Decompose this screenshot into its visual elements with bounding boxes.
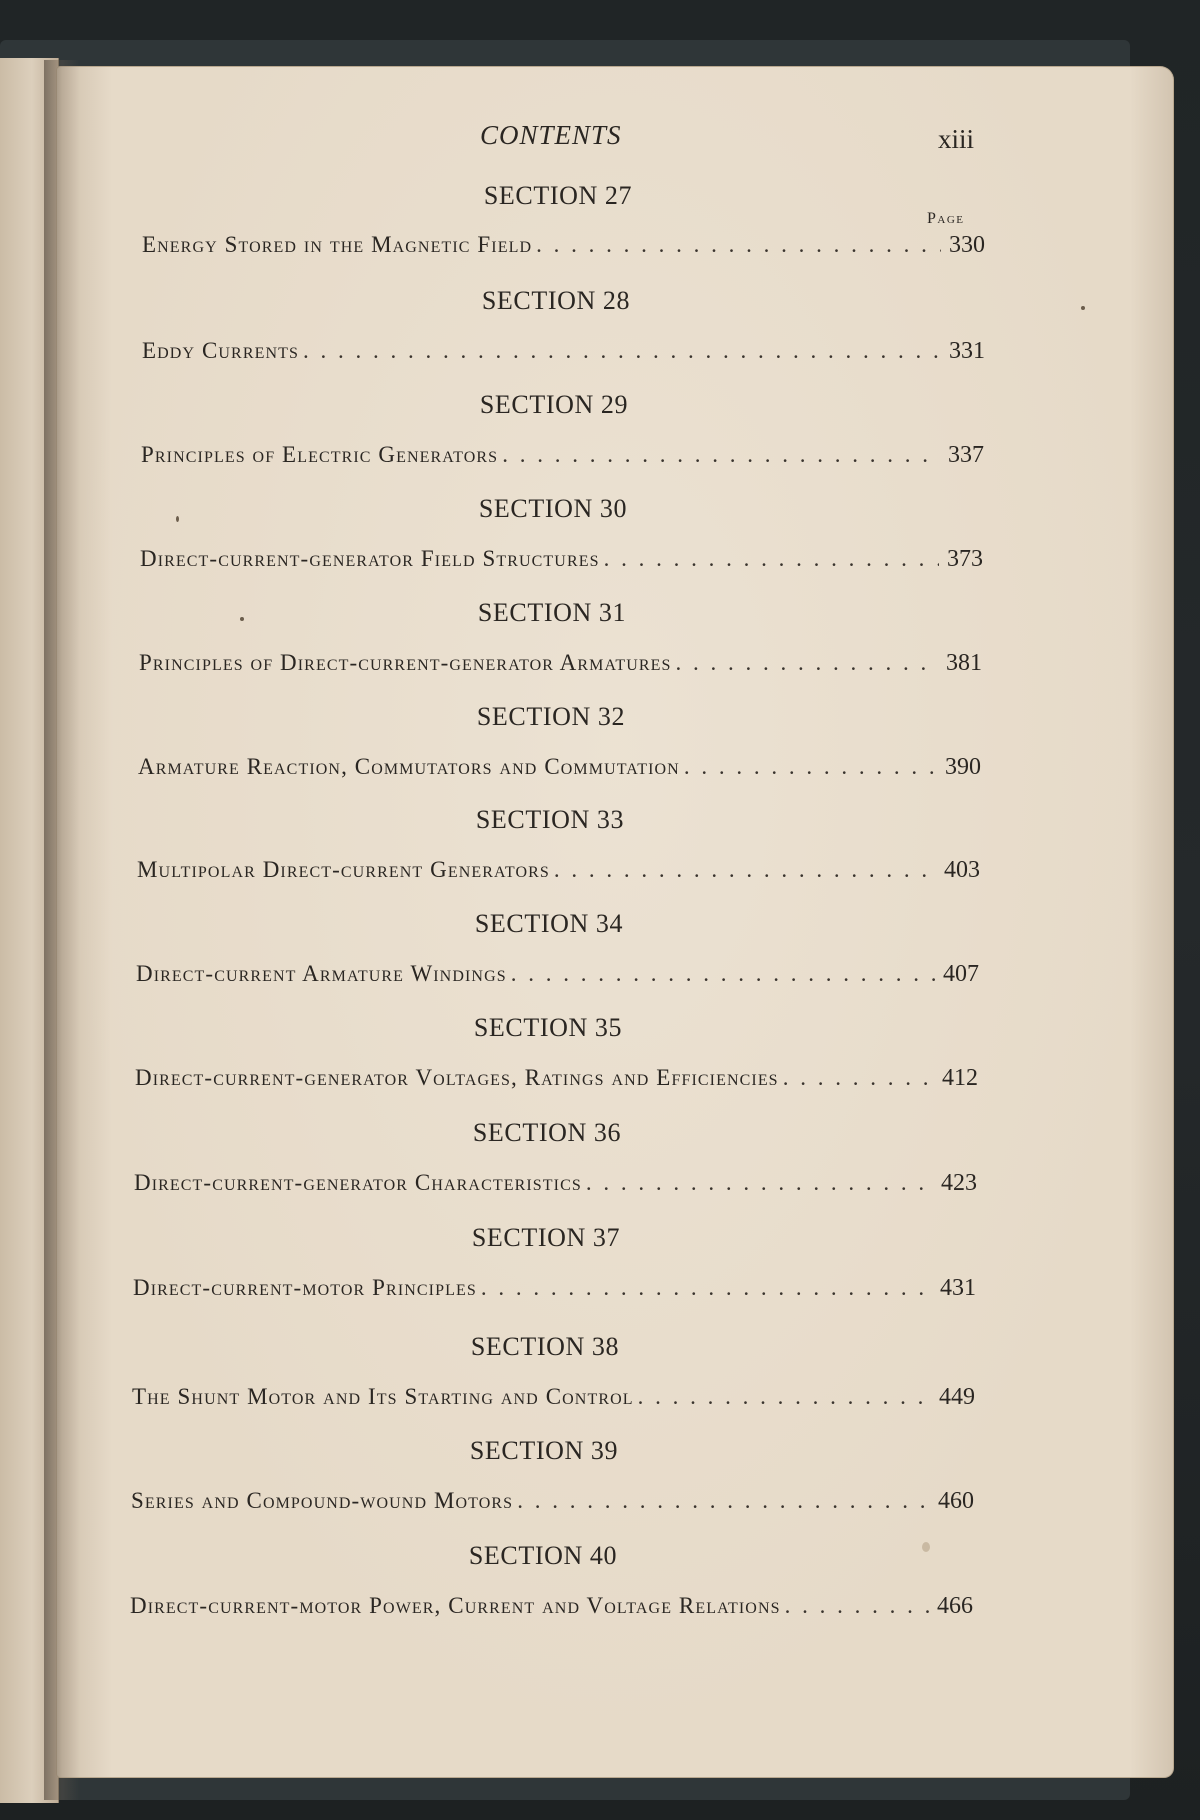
section-heading: SECTION 40 [468, 1541, 618, 1570]
entry-page: 466 [937, 1593, 973, 1619]
contents-page [56, 66, 1174, 1778]
toc-entry [142, 338, 985, 370]
dot-leader [477, 1275, 932, 1301]
toc-entry [133, 1275, 976, 1307]
binding-gutter-shadow [44, 60, 80, 1800]
entry-title: Direct-current-generator Characteristics [134, 1170, 582, 1195]
entry-title: Multipolar Direct-current Generators [137, 857, 550, 882]
dot-leader [634, 1384, 931, 1410]
section-heading: SECTION 35 [473, 1013, 623, 1042]
section-heading: SECTION 29 [479, 390, 629, 419]
section-heading: SECTION 33 [475, 805, 625, 834]
toc-entry [136, 961, 979, 993]
dot-leader [532, 232, 941, 258]
dot-leader [680, 754, 937, 780]
entry-page: 381 [946, 650, 982, 676]
section-heading: SECTION 38 [470, 1332, 620, 1361]
entry-page: 412 [942, 1065, 978, 1091]
dot-leader [779, 1065, 934, 1091]
dot-leader [498, 442, 940, 468]
entry-page: 390 [945, 754, 981, 780]
paper-speck [1081, 306, 1085, 310]
page-number: xiii [938, 124, 975, 154]
entry-title: Energy Stored in the Magnetic Field [142, 232, 533, 257]
paper-speck [922, 1542, 930, 1552]
toc-entry [140, 546, 983, 578]
entry-title: Direct-current-motor Principles [133, 1275, 477, 1300]
entry-title: Eddy Currents [142, 338, 300, 363]
entry-title: The Shunt Motor and Its Starting and Control [132, 1384, 634, 1409]
entry-page: 403 [944, 857, 980, 883]
dot-leader [299, 338, 941, 364]
toc-entry [141, 442, 984, 474]
entry-title: Direct-current-generator Voltages, Ratings and Efficiencies [135, 1065, 779, 1090]
section-heading: SECTION 31 [477, 598, 627, 627]
dot-leader [550, 857, 936, 883]
entry-page: 423 [941, 1170, 977, 1196]
dot-leader [507, 961, 935, 987]
section-heading: SECTION 37 [471, 1223, 621, 1252]
section-heading: SECTION 27 [483, 181, 633, 210]
entry-title: Series and Compound-wound Motors [131, 1488, 514, 1513]
toc-entry [139, 650, 982, 682]
entry-page: 331 [949, 338, 985, 364]
toc-entry [130, 1593, 973, 1625]
section-heading: SECTION 30 [478, 494, 628, 523]
entry-page: 373 [947, 546, 983, 572]
dot-leader [781, 1593, 929, 1619]
entry-page: 337 [948, 442, 984, 468]
entry-title: Armature Reaction, Commutators and Commutation [138, 754, 680, 779]
section-heading: SECTION 32 [476, 702, 626, 731]
entry-page: 460 [938, 1488, 974, 1514]
running-title: CONTENTS [480, 120, 622, 150]
entry-page: 407 [943, 961, 979, 987]
entry-title: Principles of Direct-current-generator Armatures [139, 650, 672, 675]
toc-entry [131, 1488, 974, 1520]
entry-page: 330 [949, 232, 985, 258]
entry-title: Direct-current-motor Power, Current and Voltage Relations [130, 1593, 781, 1618]
toc-entry [132, 1384, 975, 1416]
entry-title: Direct-current Armature Windings [136, 961, 507, 986]
page-column-label: Page [927, 210, 965, 227]
section-heading: SECTION 28 [481, 286, 631, 315]
paper-speck [240, 617, 244, 621]
entry-page: 449 [939, 1384, 975, 1410]
toc-entry [138, 754, 981, 786]
section-heading: SECTION 36 [472, 1118, 622, 1147]
entry-page: 431 [940, 1275, 976, 1301]
dot-leader [672, 650, 938, 676]
paper-speck [176, 516, 179, 522]
toc-entry [142, 232, 985, 264]
dot-leader [600, 546, 939, 572]
toc-entry [137, 857, 980, 889]
toc-entry [134, 1170, 977, 1202]
section-heading: SECTION 39 [469, 1436, 619, 1465]
entry-title: Direct-current-generator Field Structures [140, 546, 600, 571]
entry-title: Principles of Electric Generators [141, 442, 499, 467]
toc-entry [135, 1065, 978, 1097]
dot-leader [582, 1170, 933, 1196]
section-heading: SECTION 34 [474, 909, 624, 938]
dot-leader [513, 1488, 930, 1514]
